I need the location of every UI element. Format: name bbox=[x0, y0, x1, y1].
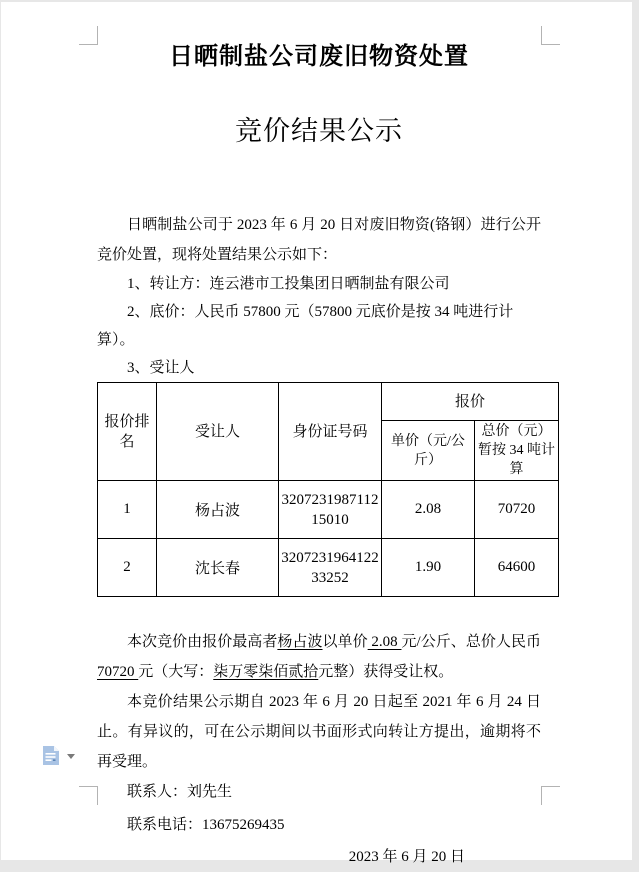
cell-total-price: 70720 bbox=[475, 481, 559, 539]
cell-transferee: 沈长春 bbox=[157, 539, 279, 597]
table-row bbox=[98, 539, 559, 597]
cell-unit-price: 1.90 bbox=[382, 539, 475, 597]
column-header-unit-price: 单价（元/公斤） bbox=[382, 421, 475, 481]
column-header-transferee: 受让人 bbox=[157, 383, 279, 481]
contact-person-line: 联系人：刘先生 bbox=[127, 784, 233, 800]
winner-unit-price: 2.08 bbox=[367, 634, 402, 650]
notice-paragraph: 本竞价结果公示期自 2023 年 6 月 20 日起至 2021 年 6 月 24 日止。有异议的，可在公示期间以书面形式向转让方提出，逾期将不再受理。 bbox=[97, 694, 541, 770]
document-subtitle: 竞价结果公示 bbox=[235, 116, 403, 146]
column-header-id-number: 身份证号码 bbox=[279, 383, 382, 481]
document-date: 2023 年 6 月 20 日 bbox=[348, 849, 465, 865]
result-paragraph bbox=[97, 627, 541, 687]
cell-total-price: 64600 bbox=[475, 539, 559, 597]
column-header-rank: 报价排名 bbox=[98, 383, 157, 481]
result-text: 元/公斤、总价人民币 bbox=[401, 634, 541, 650]
margin-corner-mark-top-left bbox=[79, 26, 98, 45]
intro-paragraph: 日晒制盐公司于 2023 年 6 月 20 日对废旧物资(铬钢）进行公开竞价处置，现将处置结果公示如下： bbox=[97, 217, 541, 263]
result-text: 元（大写： bbox=[138, 664, 214, 680]
bid-results-table bbox=[97, 382, 559, 597]
margin-corner-mark-top-right bbox=[541, 26, 560, 45]
paste-options-button[interactable] bbox=[41, 745, 79, 767]
winner-name: 杨占波 bbox=[277, 634, 323, 650]
column-header-total-price: 总价（元）暂按 34 吨计算 bbox=[475, 421, 559, 481]
table-row bbox=[98, 481, 559, 539]
cell-id-number: 320723198711215010 bbox=[279, 481, 382, 539]
cell-transferee: 杨占波 bbox=[157, 481, 279, 539]
cell-rank: 2 bbox=[98, 539, 157, 597]
result-text: 本次竞价由报价最高者 bbox=[127, 634, 278, 650]
list-item-base-price: 2、底价：人民币 57800 元（57800 元底价是按 34 吨进行计算）。 bbox=[97, 304, 514, 348]
winner-total-price: 70720 bbox=[97, 664, 139, 680]
result-text: 元整）获得受让权。 bbox=[318, 664, 454, 680]
list-item-transferor: 1、转让方：连云港市工投集团日晒制盐有限公司 bbox=[127, 276, 450, 292]
margin-corner-mark-bottom-left bbox=[79, 786, 98, 805]
winner-total-price-words: 柒万零柒佰贰拾 bbox=[213, 664, 319, 680]
document-title: 日晒制盐公司废旧物资处置 bbox=[169, 44, 469, 70]
cell-unit-price: 2.08 bbox=[382, 481, 475, 539]
list-item-transferee: 3、受让人 bbox=[127, 360, 195, 376]
cell-rank: 1 bbox=[98, 481, 157, 539]
column-header-quote-group: 报价 bbox=[382, 383, 559, 421]
cell-id-number: 320723196412233252 bbox=[279, 539, 382, 597]
document-body bbox=[97, 2, 555, 872]
margin-corner-mark-bottom-right bbox=[541, 786, 560, 805]
document-page bbox=[1, 2, 632, 865]
dropdown-arrow-icon[interactable] bbox=[67, 754, 75, 759]
result-text: 以单价 bbox=[322, 634, 368, 650]
contact-phone-line: 联系电话：13675269435 bbox=[127, 817, 285, 833]
